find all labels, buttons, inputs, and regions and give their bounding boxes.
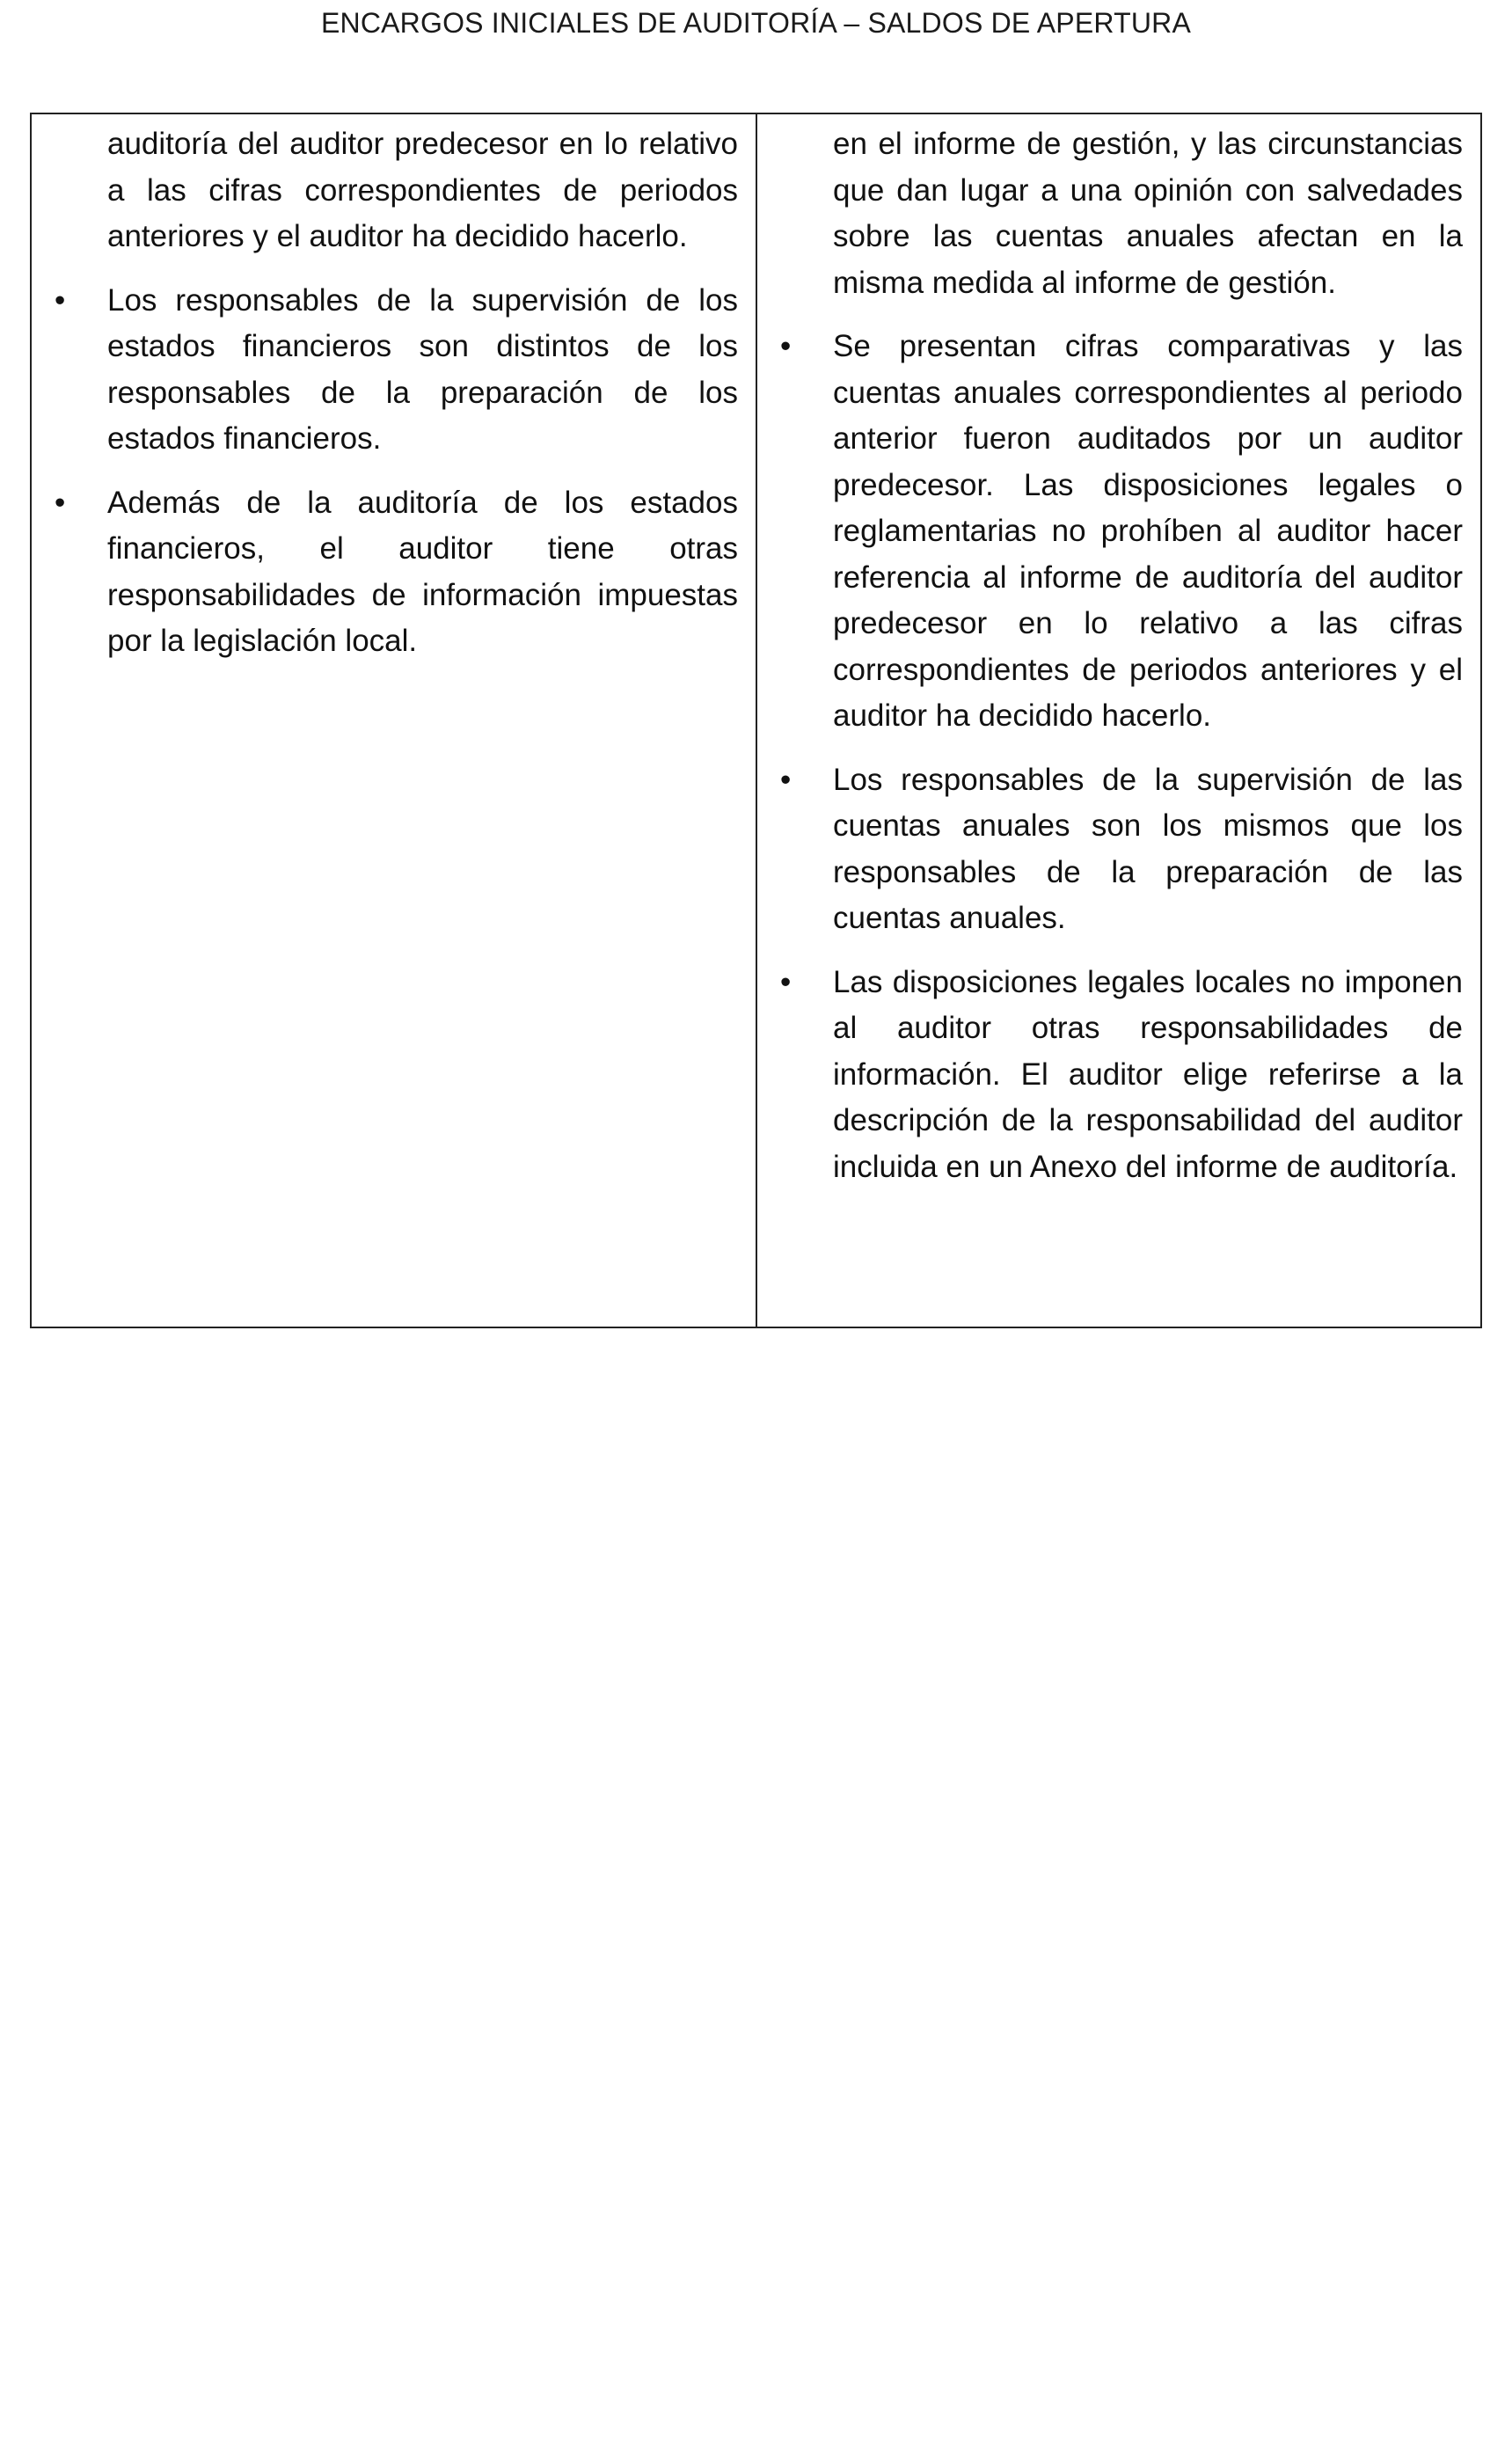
comparison-table [30, 113, 1482, 1328]
right-paragraph-continuation: en el informe de gestión, y las circunstancias que dan lugar a una opinión con salvedades sobre las cuentas anuales afectan en la misma medida al informe de gestión. [833, 127, 1463, 300]
right-bullet-item: • Los responsables de la supervisión de las cuentas anuales son los mismos que los responsables de la preparación de las cuentas anuales. [775, 757, 1463, 942]
right-bullet-item: • Se presentan cifras comparativas y las cuentas anuales correspondientes al periodo anterior fueron auditados por un auditor predecesor. Las disposiciones legales o reglamentarias no prohíben al auditor hacer referencia al informe de auditoría del auditor predecesor en lo relativo a las cifras correspondientes de periodos anteriores y el auditor ha decidido hacerlo. [775, 324, 1463, 740]
table-column-right [757, 114, 1480, 1327]
page-header-title: ENCARGOS INICIALES DE AUDITORÍA – SALDOS DE APERTURA [320, 7, 1192, 39]
table-column-left [32, 114, 757, 1327]
left-paragraph-continuation: auditoría del auditor predecesor en lo relativo a las cifras correspondientes de periodos anteriores y el auditor ha decidido hacerlo. [107, 127, 738, 253]
right-bullet-item: • Las disposiciones legales locales no imponen al auditor otras responsabilidades de información. El auditor elige referirse a la descripción de la responsabilidad del auditor incluida en un Anexo del informe de auditoría. [775, 960, 1463, 1191]
left-bullet-item: • Los responsables de la supervisión de los estados financieros son distintos de los responsables de la preparación de los estados financieros. [49, 278, 738, 463]
left-bullet-item: • Además de la auditoría de los estados financieros, el auditor tiene otras responsabilidades de información impuestas por la legislación local. [49, 480, 738, 665]
